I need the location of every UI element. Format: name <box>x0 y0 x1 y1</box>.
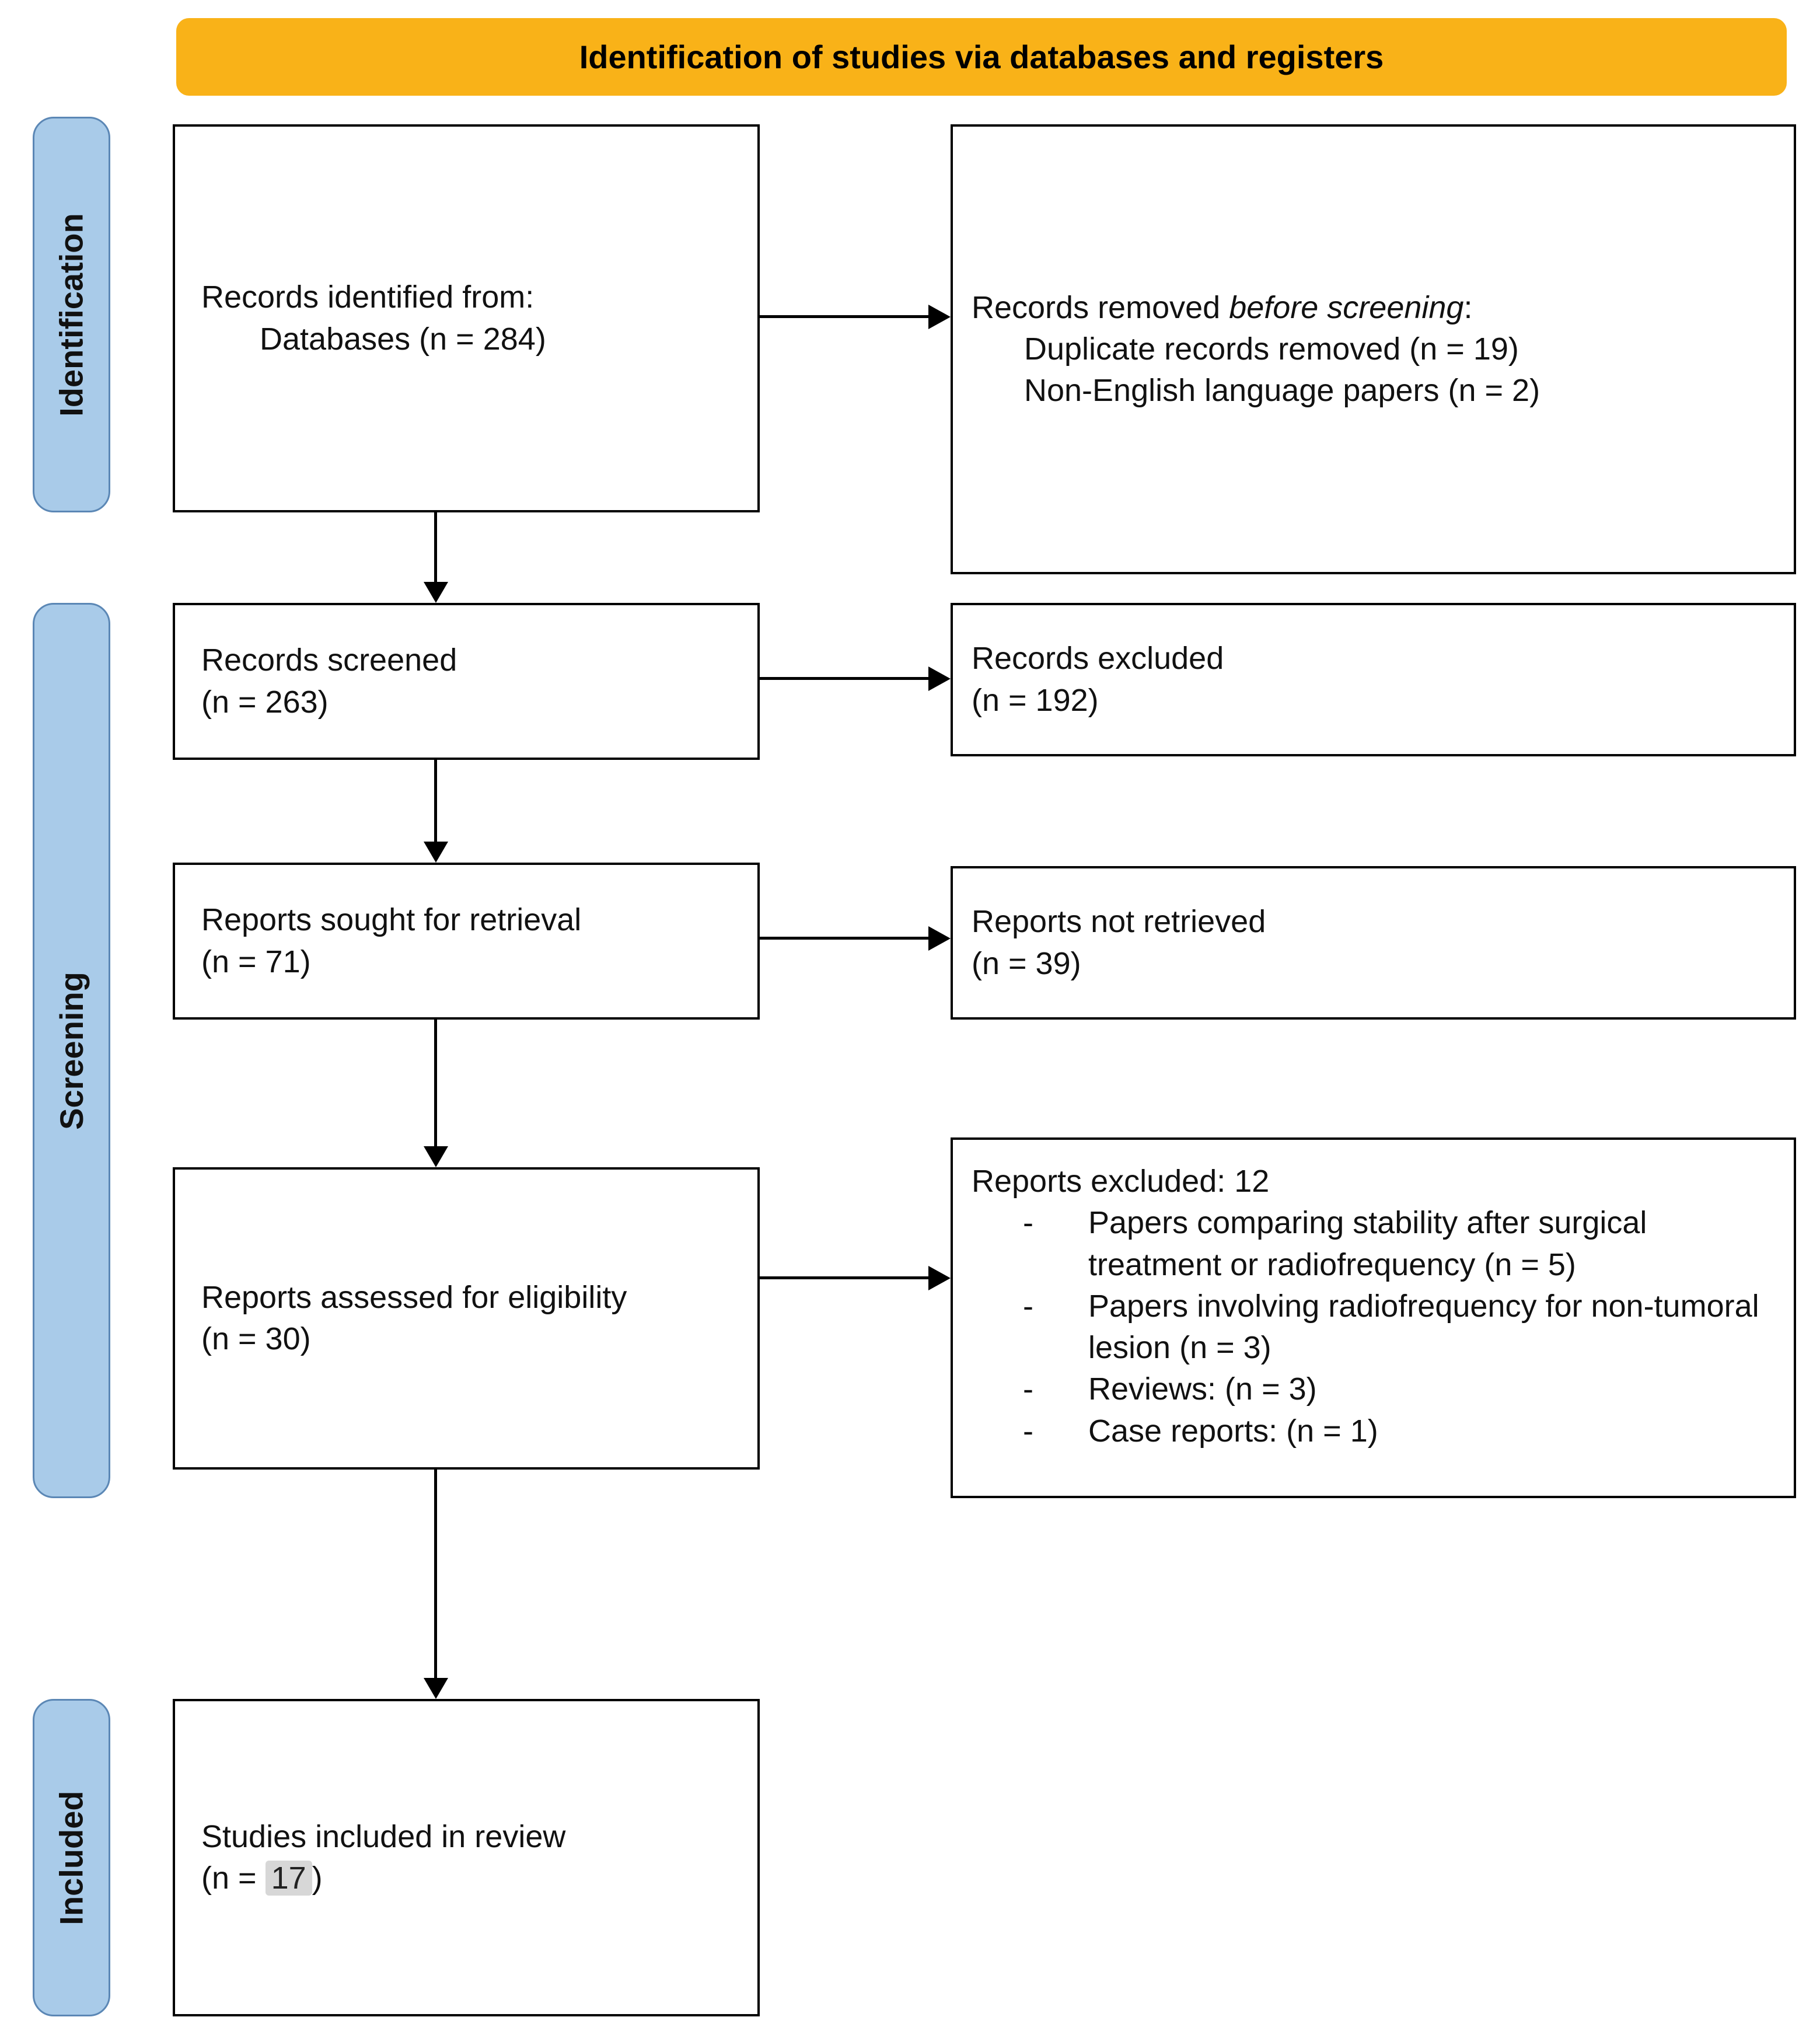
box-records-identified <box>173 124 760 512</box>
reports-excluded-item-text: Case reports: (n = 1) <box>1088 1413 1378 1449</box>
records-screened-line1: Records screened <box>201 643 457 678</box>
records-screened-line2: (n = 263) <box>201 684 329 720</box>
arrow-down-assessed-to-included-icon <box>434 1470 437 1678</box>
box-reports-not-retrieved <box>951 866 1796 1020</box>
stage-label-identification <box>33 117 110 512</box>
stage-label-screening-text: Screening <box>53 971 90 1130</box>
arrow-right-sought-to-not-retrieved-icon <box>760 937 928 940</box>
reports-excluded-item <box>972 1369 1780 1410</box>
stage-label-included-text: Included <box>53 1790 90 1925</box>
reports-sought-line2: (n = 71) <box>201 944 311 979</box>
diagram-title: Identification of studies via databases and registers <box>579 39 1384 75</box>
reports-excluded-item <box>972 1286 1780 1369</box>
studies-included-n-value: 17 <box>266 1861 312 1896</box>
box-studies-included <box>173 1699 760 2016</box>
reports-excluded-header: Reports excluded: 12 <box>972 1164 1270 1199</box>
records-identified-line1: Records identified from: <box>201 280 535 315</box>
arrow-right-identified-to-removed-icon <box>760 315 928 318</box>
box-reports-excluded-detail <box>951 1137 1796 1498</box>
studies-included-n-suffix: ) <box>312 1861 323 1896</box>
records-identified-line2: Databases (n = 284) <box>260 321 546 357</box>
arrow-right-screened-to-excluded-icon <box>760 677 928 680</box>
box-reports-assessed <box>173 1167 760 1470</box>
box-records-excluded <box>951 603 1796 756</box>
reports-sought-line1: Reports sought for retrieval <box>201 902 582 938</box>
dash-bullet: - <box>1023 1205 1033 1241</box>
arrow-down-sought-to-assessed-icon <box>434 1020 437 1146</box>
records-removed-item: Duplicate records removed (n = 19) <box>1024 331 1519 367</box>
diagram-title-banner <box>176 18 1787 96</box>
studies-included-n-prefix: (n = <box>201 1861 266 1896</box>
studies-included-line2 <box>201 1858 746 1899</box>
reports-not-retrieved-line2: (n = 39) <box>972 945 1081 981</box>
stage-label-screening <box>33 603 110 1498</box>
studies-included-line1: Studies included in review <box>201 1819 566 1854</box>
reports-not-retrieved-line1: Reports not retrieved <box>972 904 1266 940</box>
records-excluded-line2: (n = 192) <box>972 682 1099 718</box>
box-records-screened <box>173 603 760 760</box>
dash-bullet: - <box>1023 1372 1033 1407</box>
reports-assessed-line1: Reports assessed for eligibility <box>201 1279 627 1315</box>
dash-bullet: - <box>1023 1288 1033 1324</box>
reports-excluded-item-text: Reviews: (n = 3) <box>1088 1372 1317 1407</box>
stage-label-identification-text: Identification <box>53 212 90 417</box>
stage-label-included <box>33 1699 110 2016</box>
arrow-right-assessed-to-excluded-icon <box>760 1276 928 1279</box>
records-removed-item: Non-English language papers (n = 2) <box>1024 373 1540 409</box>
records-removed-header <box>972 287 1780 329</box>
reports-excluded-item <box>972 1411 1780 1452</box>
records-excluded-line1: Records excluded <box>972 641 1224 676</box>
records-removed-prefix: Records removed <box>972 289 1229 325</box>
reports-assessed-line2: (n = 30) <box>201 1321 311 1356</box>
box-records-removed <box>951 124 1796 574</box>
arrow-down-screened-to-sought-icon <box>434 760 437 842</box>
dash-bullet: - <box>1023 1413 1033 1449</box>
reports-excluded-item <box>972 1202 1780 1286</box>
records-removed-suffix: : <box>1463 289 1473 325</box>
reports-excluded-item-text: Papers comparing stability after surgical treatment or radiofrequency (n = 5) <box>1088 1205 1647 1282</box>
records-removed-italic: before screening <box>1229 289 1464 325</box>
box-reports-sought <box>173 863 760 1020</box>
reports-excluded-item-text: Papers involving radiofrequency for non-tumoral lesion (n = 3) <box>1088 1288 1759 1366</box>
arrow-down-identified-to-screened-icon <box>434 512 437 582</box>
